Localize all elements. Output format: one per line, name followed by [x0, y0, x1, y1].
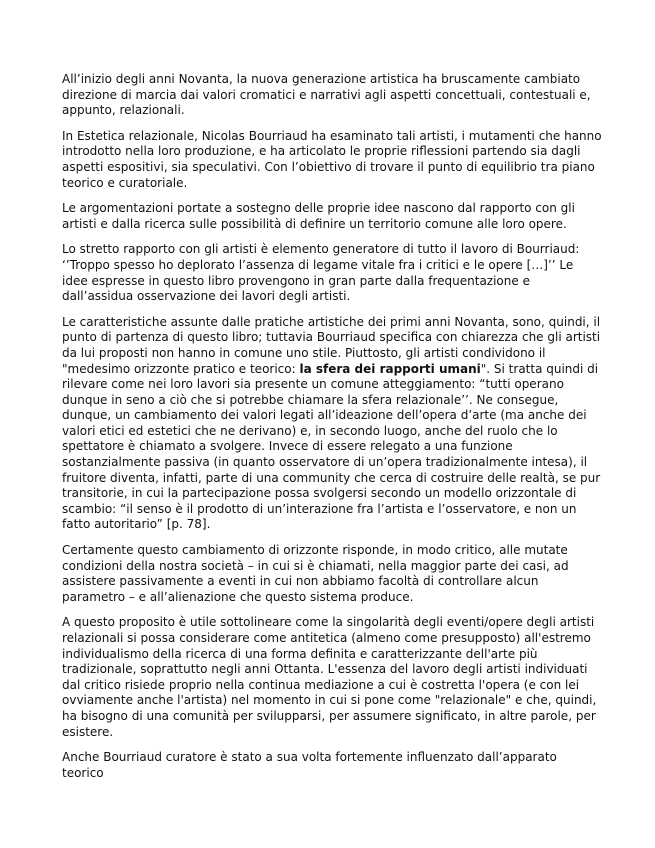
paragraph-3: Le argomentazioni portate a sostegno delle proprie idee nascono dal rapporto con gli artisti e dalla ricerca sulle possibilità di definire un territorio comune alle loro opere.: [62, 201, 575, 231]
paragraph-4: Lo stretto rapporto con gli artisti è elemento generatore di tutto il lavoro di Bourriaud: ‘’Troppo spesso ho deplorato l’assenza di legame vitale fra i critici e le opere […]’’ Le idee espresse in questo libro provengono in gran parte dalla frequentazione e dall’assidua osservazione dei lavori degli artisti.: [62, 242, 580, 304]
paragraph-5: [62, 315, 602, 533]
paragraph-2: In Estetica relazionale, Nicolas Bourriaud ha esaminato tali artisti, i mutamenti che hanno introdotto nella loro produzione, e ha articolato le proprie riflessioni partendo sia dagli aspetti espositivi, sia speculativi. Con l’obiettivo di trovare il punto di equilibrio tra piano teorico e curatoriale.: [62, 128, 602, 190]
paragraph-7: A questo proposito è utile sottolineare come la singolarità degli eventi/opere degli artisti relazionali si possa considerare come antitetica (almeno come presupposto) all'estremo individualismo della ricerca di una forma definita e caratterizzante dell'arte più tradizionale, soprattutto negli anni Ottanta. L'essenza del lavoro degli artisti individuati dal critico risiede proprio nella continua mediazione a cui è costretta l'opera (e con lei ovviamente anche l'artista) nel momento in cui si pone come "relazionale" e che, quindi, ha bisogno di una comunità per svilupparsi, per assumere significato, in altre parole, per esistere.: [62, 615, 597, 739]
document-page: [62, 72, 602, 791]
paragraph-6: Certamente questo cambiamento di orizzonte risponde, in modo critico, alle mutate condizioni della nostra società – in cui si è chiamati, nella maggior parte dei casi, ad assistere passivamente a eventi in cui non abbiamo facoltà di controllare alcun parametro – e all’alienazione che questo sistema produce.: [62, 543, 569, 604]
paragraph-8: Anche Bourriaud curatore è stato a sua volta fortemente influenzato dall’apparato teorico: [62, 750, 557, 780]
paragraph-1: All’inizio degli anni Novanta, la nuova generazione artistica ha bruscamente cambiato direzione di marcia dai valori cromatici e narrativi agli aspetti concettuali, contestuali e, appunto, relazionali.: [62, 72, 591, 118]
paragraph-5-intro: Le caratteristiche assunte dalle pratiche artistiche dei primi anni Novanta, sono, quindi, il punto di partenza di questo libro; tuttavia Bourriaud specifica con chiarezza che gli artisti da lui proposti non hanno in comune uno stile. Piuttosto, gli artisti condividono il "medesimo orizzonte pratico e teorico:: [62, 314, 601, 376]
paragraph-5-bold-phrase: la sfera dei rapporti umani: [299, 361, 481, 376]
paragraph-5-continuation: ". Si tratta quindi di rilevare come nei loro lavori sia presente un comune atteggiamento: “tutti operano dunque in seno a ciò che si potrebbe chiamare la sfera relazionale’’. Ne consegue, dunque, un cambiamento dei valori legati all’ideazione dell’opera d’arte (ma anche dei valori etici ed estetici che ne derivano) e, in secondo luogo, anche del ruolo che lo spettatore è chiamato a svolgere. Invece di essere relegato a una funzione sostanzialmente passiva (in quanto osservatore di un’opera tradizionalmente intesa), il fruitore diventa, infatti, parte di una community che cerca di costruire delle realtà, se pur transitorie, in cui la partecipazione possa svolgersi secondo un modello orizzontale di scambio: “il senso è il prodotto di un’interazione fra l’artista e l’osservatore, e non un fatto autoritario” [p. 78].: [62, 361, 601, 532]
